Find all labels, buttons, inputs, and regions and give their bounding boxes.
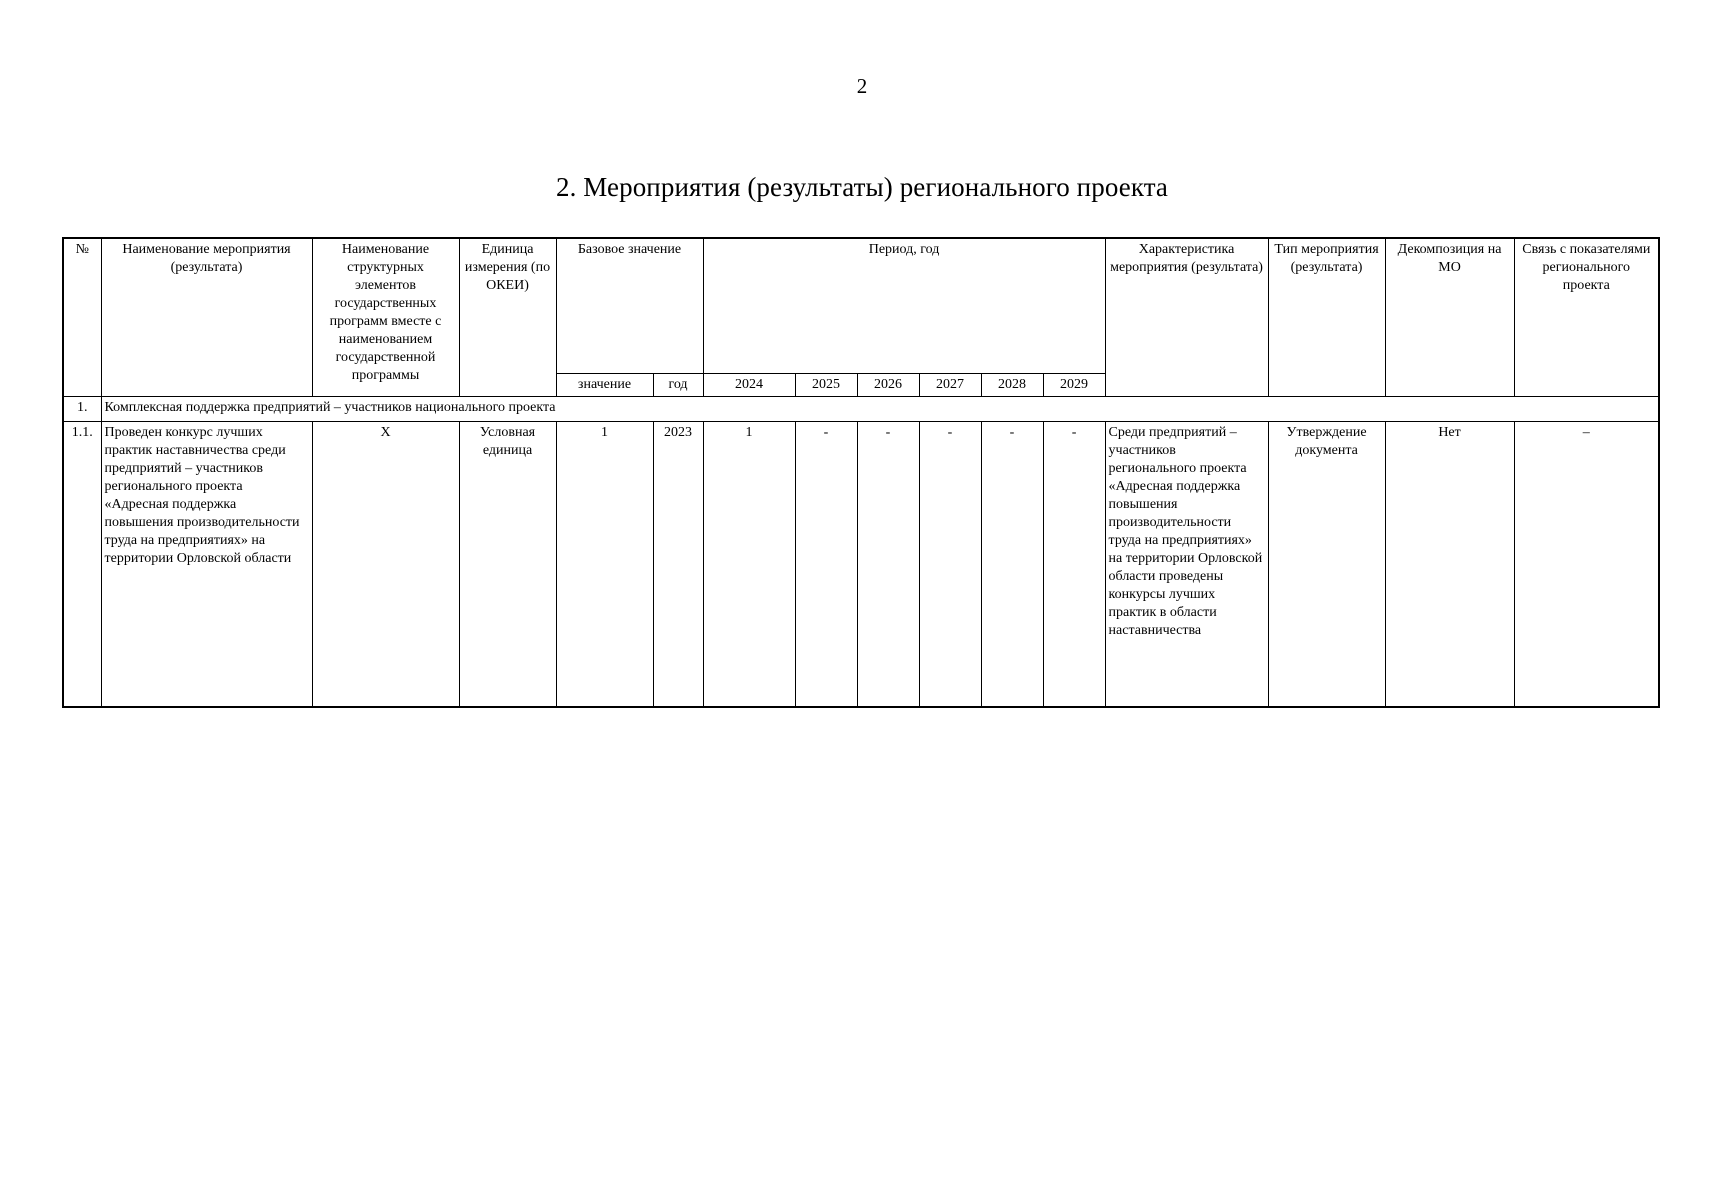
row-2026: - — [857, 422, 919, 708]
row-2028: - — [981, 422, 1043, 708]
section-row — [63, 397, 1659, 422]
row-2025: - — [795, 422, 857, 708]
row-2027: - — [919, 422, 981, 708]
row-num: 1.1. — [63, 422, 101, 708]
row-unit: Условная единица — [459, 422, 556, 708]
header-characteristic: Характеристика мероприятия (результата) — [1105, 238, 1268, 397]
header-year-2029: 2029 — [1043, 374, 1105, 397]
header-structural: Наименование структурных элементов государственных программ вместе с наименованием государственной программы — [312, 238, 459, 397]
header-base-year: год — [653, 374, 703, 397]
results-table — [62, 237, 1660, 708]
header-year-2026: 2026 — [857, 374, 919, 397]
header-num: № — [63, 238, 101, 397]
row-base-year: 2023 — [653, 422, 703, 708]
page-title: 2. Мероприятия (результаты) регионального проекта — [555, 172, 1169, 202]
header-base-value: значение — [556, 374, 653, 397]
header-period: Период, год — [703, 238, 1105, 374]
table-header-row — [63, 238, 1659, 374]
header-link: Связь с показателями регионального проекта — [1514, 238, 1659, 397]
section-num: 1. — [63, 397, 101, 422]
section-title: Комплексная поддержка предприятий – участников национального проекта — [101, 397, 1659, 422]
row-name: Проведен конкурс лучших практик наставничества среди предприятий – участников регионального проекта «Адресная поддержка повышения производительности труда на предприятиях» на территории Орловской области — [101, 422, 312, 708]
row-2024: 1 — [703, 422, 795, 708]
header-base: Базовое значение — [556, 238, 703, 374]
header-name: Наименование мероприятия (результата) — [101, 238, 312, 397]
row-characteristic: Среди предприятий – участников регионального проекта «Адресная поддержка повышения производительности труда на предприятиях» на территории Орловской области проведены конкурсы лучших практик в области наставничества — [1105, 422, 1268, 708]
page-number: 2 — [856, 74, 868, 98]
row-type: Утверждение документа — [1268, 422, 1385, 708]
row-base-value: 1 — [556, 422, 653, 708]
header-unit: Единица измерения (по ОКЕИ) — [459, 238, 556, 397]
header-type: Тип мероприятия (результата) — [1268, 238, 1385, 397]
header-year-2025: 2025 — [795, 374, 857, 397]
row-decomposition: Нет — [1385, 422, 1514, 708]
header-year-2027: 2027 — [919, 374, 981, 397]
header-decomposition: Декомпозиция на МО — [1385, 238, 1514, 397]
header-year-2024: 2024 — [703, 374, 795, 397]
table-row — [63, 422, 1659, 708]
row-link: – — [1514, 422, 1659, 708]
header-year-2028: 2028 — [981, 374, 1043, 397]
row-2029: - — [1043, 422, 1105, 708]
row-structural: X — [312, 422, 459, 708]
